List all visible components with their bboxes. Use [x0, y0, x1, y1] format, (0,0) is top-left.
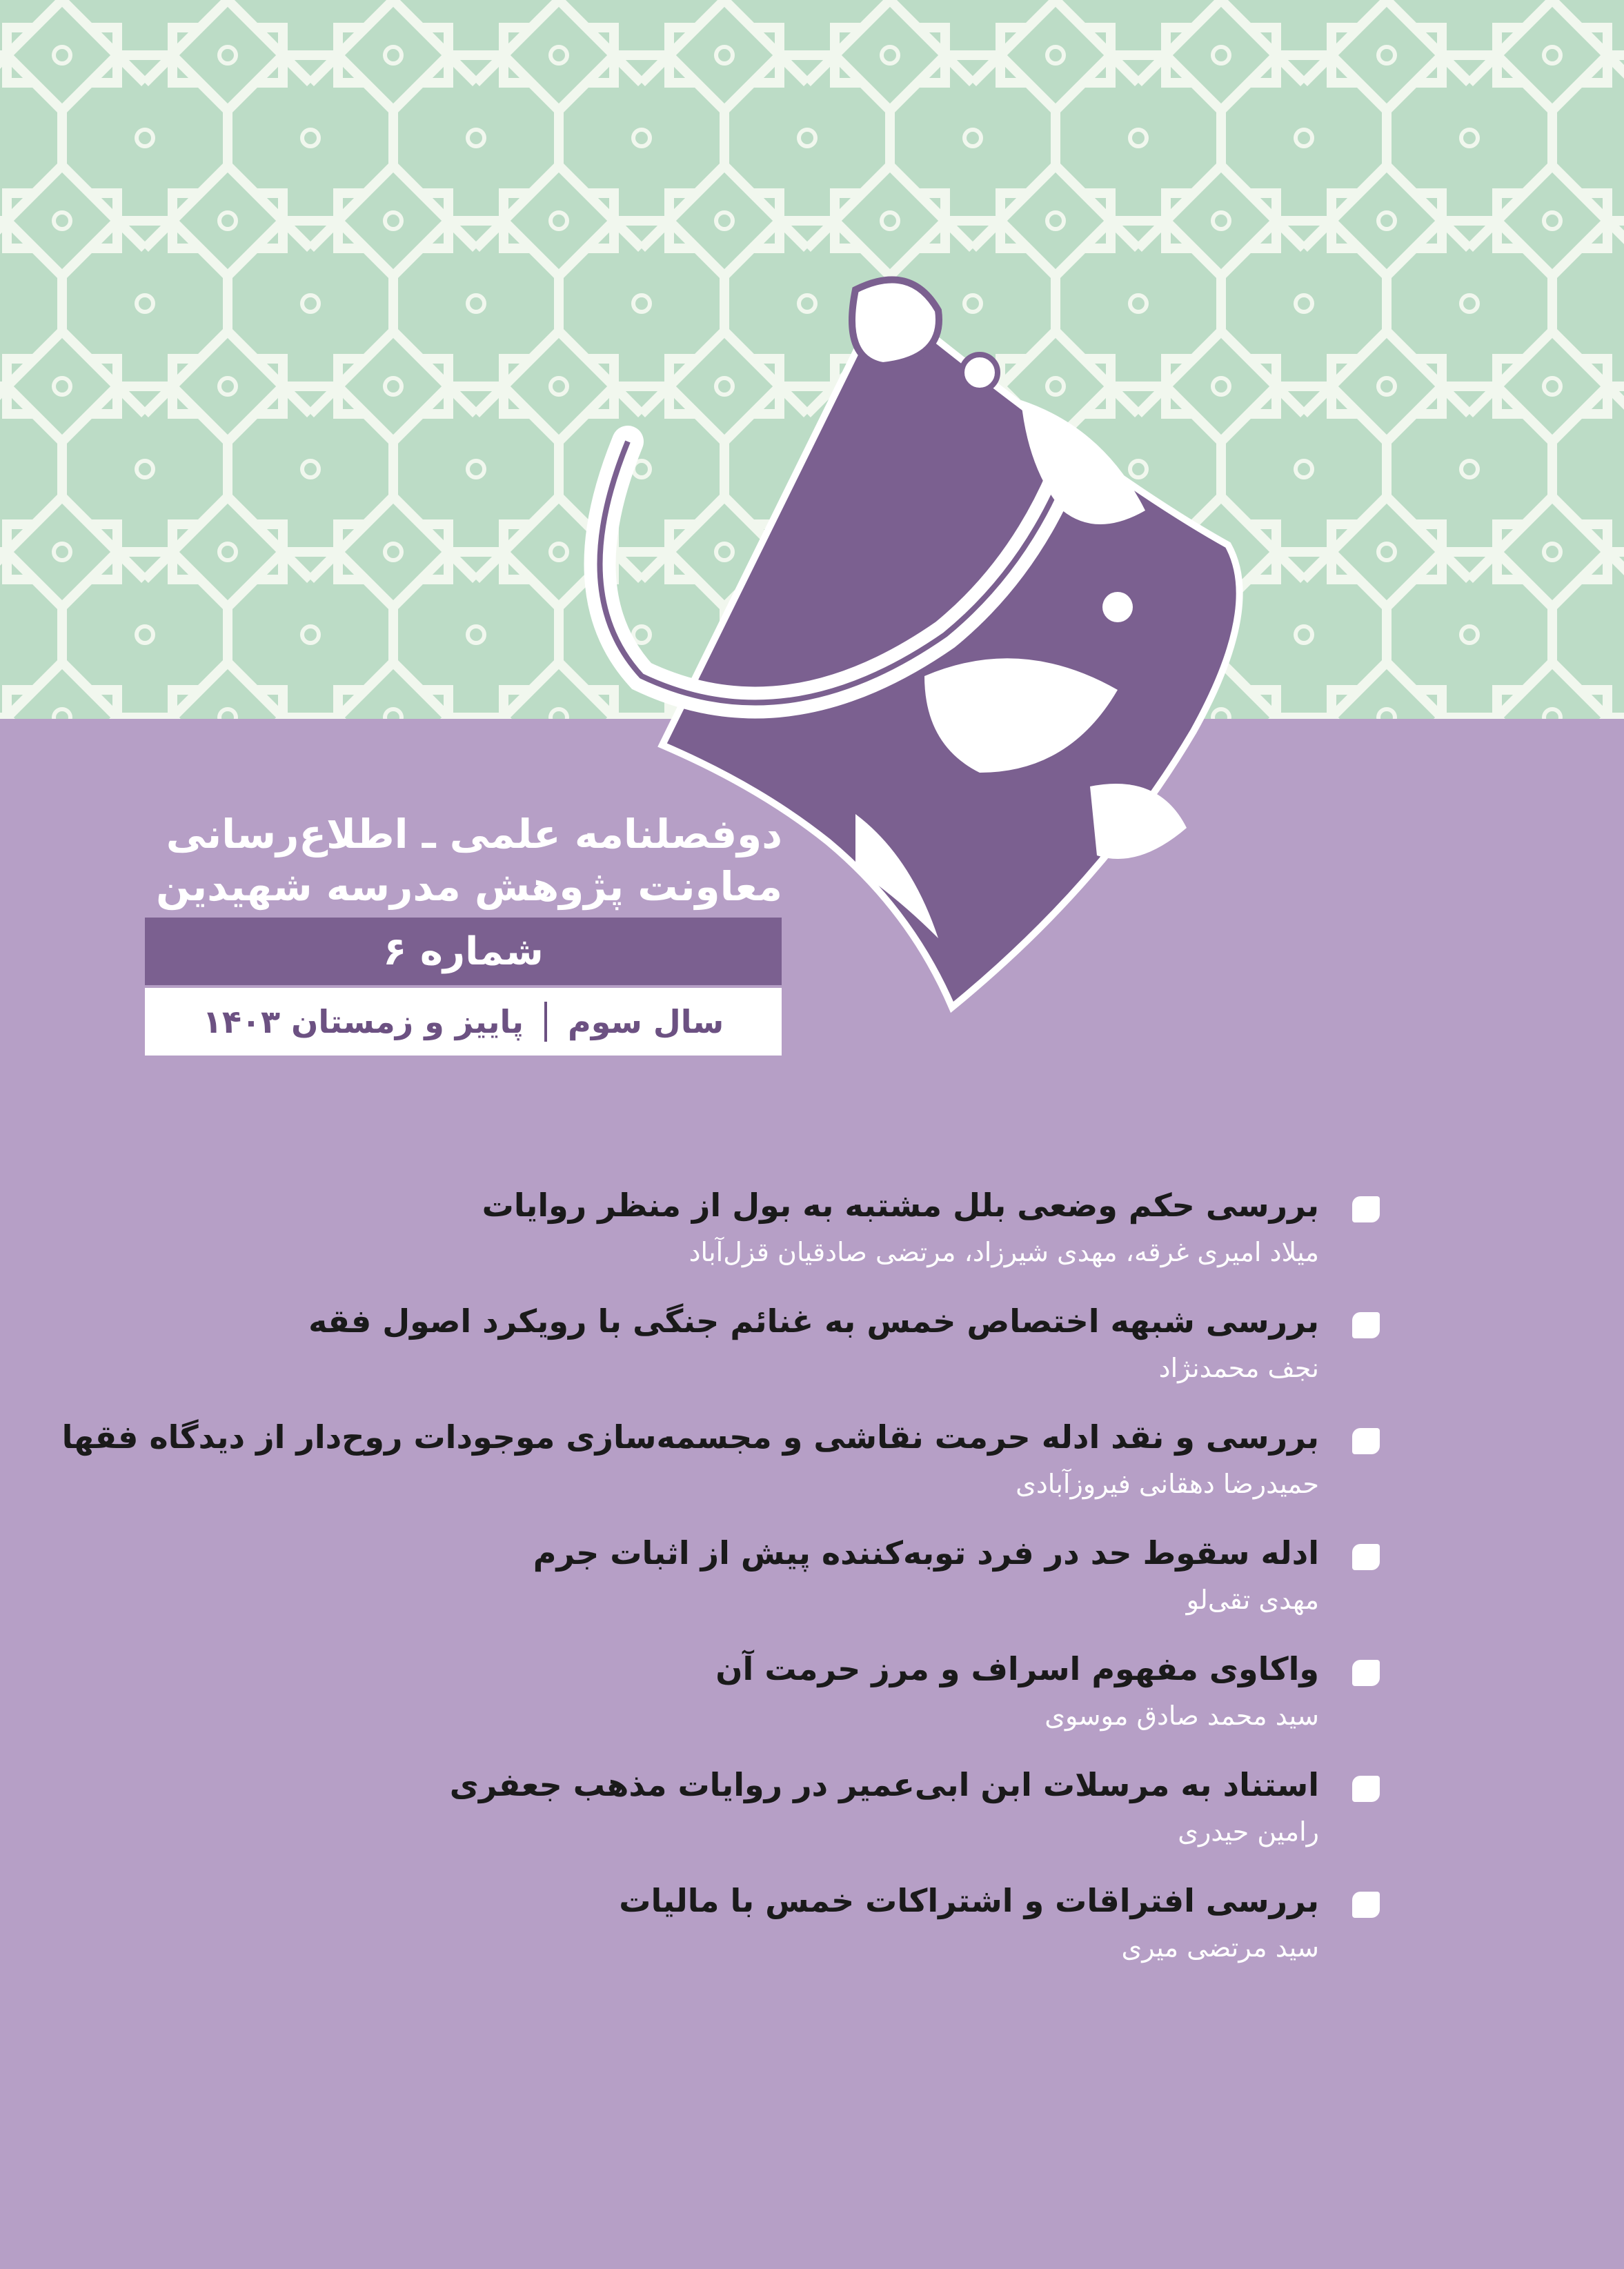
article-authors: میلاد امیری غرقه، مهدی شیرزاد، مرتضی صادقیان قزل‌آباد [689, 1237, 1319, 1267]
table-of-contents [61, 1181, 1380, 1992]
article-title: ادله سقوط حد در فرد توبه‌کننده پیش از اثبات جرم [533, 1534, 1319, 1572]
article-item [179, 1297, 1380, 1413]
bullet-icon [1352, 1196, 1380, 1222]
article-title: واکاوی مفهوم اسراف و مرز حرمت آن [715, 1650, 1319, 1687]
divider [544, 1002, 547, 1042]
bullet-icon [1352, 1776, 1380, 1802]
article-authors: نجف محمدنژاد [1158, 1353, 1319, 1383]
volume-season-bar [145, 988, 782, 1056]
article-title: بررسی شبهه اختصاص خمس به غنائم جنگی با رویکرد اصول فقه [308, 1302, 1319, 1340]
article-authors: مهدی تقی‌لو [1186, 1585, 1319, 1615]
journal-type-subtitle: دوفصلنامه علمی ـ اطلاع‌رسانی [166, 811, 782, 858]
article-title: بررسی و نقد ادله حرمت نقاشی و مجسمه‌سازی موجودات روح‌دار از دیدگاه فقها [61, 1418, 1319, 1456]
season-date: پاییز و زمستان ۱۴۰۳ [202, 1003, 524, 1040]
bullet-icon [1352, 1428, 1380, 1454]
article-item [179, 1529, 1380, 1645]
bullet-icon [1352, 1544, 1380, 1570]
article-authors: سید مرتضی میری [1121, 1932, 1319, 1963]
article-title: بررسی حکم وضعی بلل مشتبه به بول از منظر روایات [482, 1187, 1319, 1224]
article-item [179, 1876, 1380, 1992]
bullet-icon [1352, 1312, 1380, 1338]
bullet-icon [1352, 1892, 1380, 1918]
article-item [179, 1181, 1380, 1297]
article-authors: رامین حیدری [1178, 1816, 1319, 1847]
issue-number-bar [145, 918, 782, 985]
issue-number: شماره ۶ [383, 929, 544, 974]
article-authors: سید محمد صادق موسوی [1044, 1701, 1319, 1731]
article-item [61, 1413, 1380, 1529]
publisher-subtitle: معاونت پژوهش مدرسه شهیدین [156, 863, 782, 910]
bullet-icon [1352, 1660, 1380, 1686]
article-authors: حمیدرضا دهقانی فیروزآبادی [1016, 1469, 1319, 1499]
article-item [179, 1761, 1380, 1876]
article-title: بررسی افتراقات و اشتراکات خمس با مالیات [619, 1882, 1319, 1919]
article-title: استناد به مرسلات ابن ابی‌عمیر در روایات مذهب جعفری [449, 1766, 1319, 1803]
volume-year: سال سوم [568, 1003, 724, 1040]
article-item [179, 1645, 1380, 1761]
